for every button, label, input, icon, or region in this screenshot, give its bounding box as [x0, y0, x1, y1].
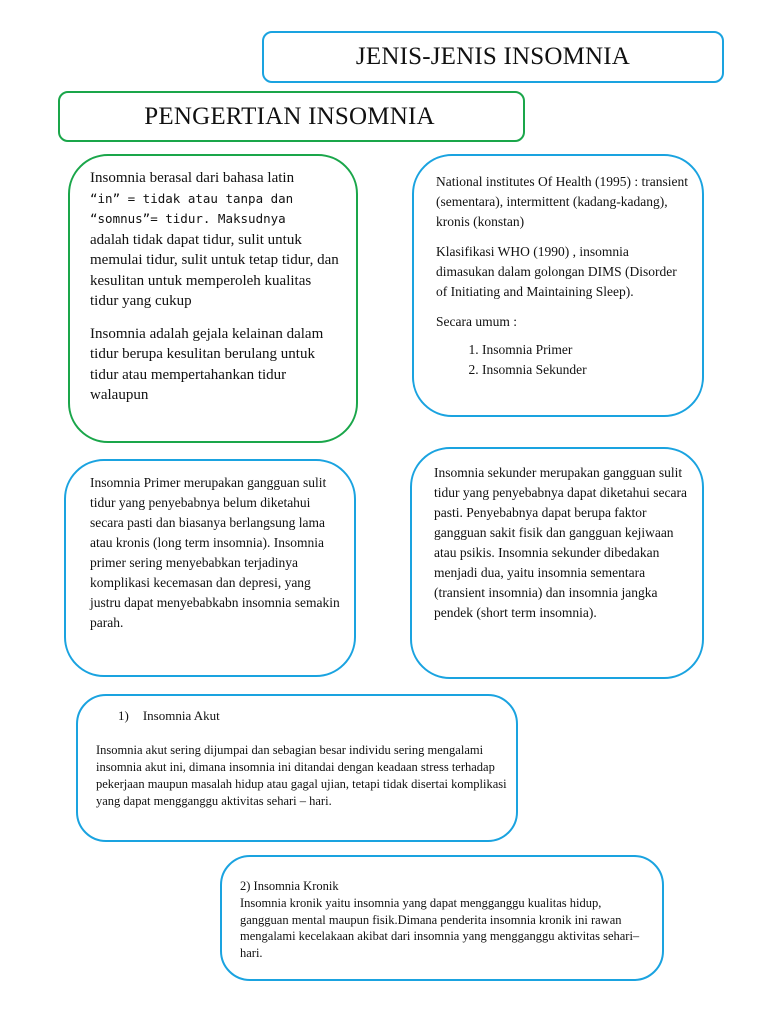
general-label: Secara umum :	[436, 314, 517, 329]
title-box	[262, 31, 724, 83]
section-title: PENGERTIAN INSOMNIA	[144, 102, 435, 130]
primary-insomnia-text: Insomnia Primer merupakan gangguan sulit tidur yang penyebabnya belum diketahui secara pasti dan biasanya berlangsung lama atau kronis (long term insomnia). Insomnia primer sering menyebabkan terjadinya komplikasi kecemasan dan depresi, yang justru dapat menyebabkabn insomnia semakin parah.	[90, 475, 340, 630]
acute-heading-label: Insomnia Akut	[142, 708, 220, 723]
acute-insomnia-heading	[118, 708, 220, 724]
chronic-insomnia-text: Insomnia kronik yaitu insomnia yang dapat mengganggu kualitas hidup, gangguan mental maupun fisik.Dimana penderita insomnia kronik ini rawan mengalami kecelakaan akibat dari insomnia yang mengganggu aktivitas sehari–hari.	[240, 896, 640, 960]
definition-box	[68, 154, 358, 443]
chronic-insomnia-box	[220, 855, 664, 981]
definition-line-3: “somnus”= tidur. Maksudnya	[90, 211, 286, 226]
chronic-insomnia-heading: 2) Insomnia Kronik	[240, 879, 339, 893]
list-item: 2. Insomnia Sekunder	[482, 360, 688, 380]
classification-box	[412, 154, 704, 417]
list-item: 1. Insomnia Primer	[482, 340, 688, 360]
nih-classification: National institutes Of Health (1995) : transient (sementara), intermittent (kadang-kadang), kronis (konstan)	[436, 174, 688, 229]
page-title: JENIS-JENIS INSOMNIA	[355, 43, 631, 70]
acute-insomnia-text: Insomnia akut sering dijumpai dan sebagian besar individu sering mengalami insomnia akut ini, dimana insomnia ini ditandai dengan keadaan stress terhadap pekerjaan maupun masalah hidup atau gagal ujian, tetapi tidak disertai komplikasi yang dapat mengganggu aktivitas sehari – hari.	[96, 743, 507, 808]
acute-number: 1)	[118, 708, 129, 723]
definition-line-2: “in” = tidak atau tanpa dan	[90, 190, 294, 206]
secondary-insomnia-text: Insomnia sekunder merupakan gangguan sulit tidur yang penyebabnya dapat diketahui secara pasti. Penyebabnya dapat berupa faktor gangguan sakit fisik dan gangguan kejiwaan atau psikis. Insomnia sekunder dibedakan menjadi dua, yaitu insomnia sementara (transient insomnia) dan insomnia jangka pendek (short term insomnia).	[434, 465, 688, 620]
insomnia-type-list	[436, 340, 688, 380]
definition-line-4: adalah tidak dapat tidur, sulit untuk memulai tidur, sulit untuk tetap tidur, dan kesulitan untuk memperoleh kualitas tidur yang cukup	[90, 231, 339, 309]
who-classification: Klasifikasi WHO (1990) , insomnia dimasukan dalam golongan DIMS (Disorder of Initiating and Maintaining Sleep).	[436, 244, 677, 299]
subtitle-box	[58, 91, 525, 142]
definition-line-1: Insomnia berasal dari bahasa latin	[90, 170, 295, 186]
secondary-insomnia-box	[410, 447, 704, 679]
definition-paragraph-2: Insomnia adalah gejala kelainan dalam tidur berupa kesulitan berulang untuk tidur atau mempertahankan tidur walaupun	[90, 325, 324, 403]
primary-insomnia-box	[64, 459, 356, 677]
acute-insomnia-box	[76, 694, 518, 842]
